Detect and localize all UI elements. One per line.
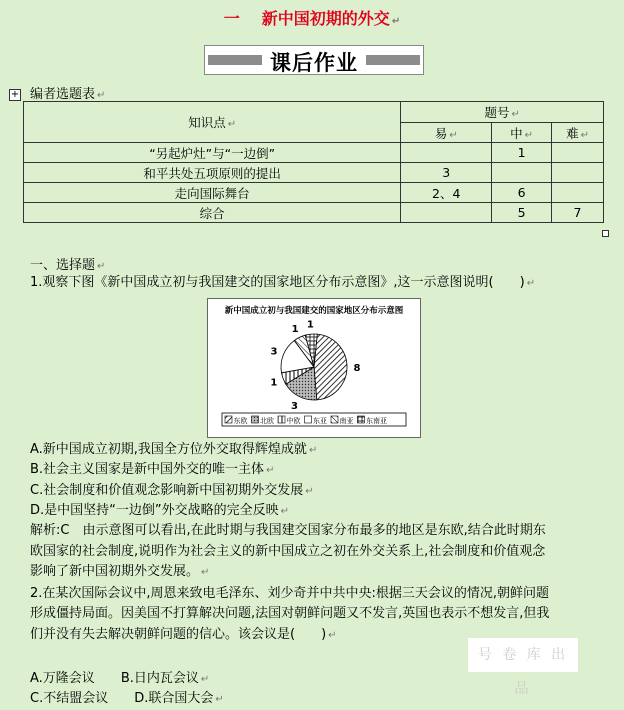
row-medium	[492, 163, 552, 183]
pie-value-label: 8	[353, 362, 361, 374]
table-row	[24, 203, 604, 223]
row-topic: “另起炉灶”与“一边倒”	[24, 143, 401, 163]
legend-label: 中欧	[286, 417, 301, 425]
pie-value-label: 1	[306, 319, 314, 331]
legend-label: 东南亚	[366, 417, 387, 425]
row-topic: 综合	[24, 203, 401, 223]
header-topic: 知识点 ↵	[24, 102, 401, 143]
row-easy: 3	[401, 163, 492, 183]
header-hard: 难 ↵	[552, 123, 604, 143]
watermark-stamp: 号 卷 库 出 品	[468, 638, 578, 672]
q2-option-c: C.不结盟会议	[30, 691, 109, 706]
page-title: 一 新中国初期的外交 ↵	[223, 9, 401, 28]
table-row	[24, 163, 604, 183]
q2-options-row1: A.万隆会议 B.日内瓦会议 ↵	[30, 671, 210, 686]
q2-option-a: A.万隆会议	[30, 671, 95, 686]
row-topic: 和平共处五项原则的提出	[24, 163, 401, 183]
legend-label: 东欧	[233, 417, 248, 425]
table-move-handle-icon[interactable]: +	[10, 89, 20, 100]
row-hard	[552, 143, 604, 163]
row-medium: 1	[492, 143, 552, 163]
q2-option-b: B.日内瓦会议	[120, 671, 199, 686]
row-easy	[401, 143, 492, 163]
pie-group	[270, 320, 360, 412]
lesson-title: 新中国初期的外交	[261, 9, 390, 28]
legend-swatch	[225, 416, 232, 423]
q2-stem-line: 们并没有失去解决朝鲜问题的信心。该会议是( ) ↵	[30, 627, 337, 642]
row-medium: 5	[492, 203, 552, 223]
q2-option-d: D.联合国大会	[134, 691, 214, 706]
legend-swatch	[278, 416, 285, 423]
pie-value-label: 3	[291, 400, 298, 412]
lesson-number: 一	[223, 9, 240, 28]
legend-swatch	[331, 416, 338, 423]
row-hard: 7	[552, 203, 604, 223]
pie-chart	[207, 298, 421, 438]
header-medium: 中 ↵	[492, 123, 552, 143]
row-easy	[401, 203, 492, 223]
banner-text: 课后作业	[270, 51, 358, 75]
row-medium: 6	[492, 183, 552, 203]
table-header-row	[24, 102, 604, 123]
pie-value-label: 1	[291, 323, 299, 335]
q1-option-d: D.是中国坚持“一边倒”外交战略的完全反映 ↵	[30, 503, 290, 518]
banner-right-bar	[366, 55, 420, 65]
table-row	[24, 143, 604, 163]
table-caption: 编者选题表 ↵	[30, 87, 106, 102]
legend-label: 北欧	[260, 417, 274, 425]
q2-options-row2: C.不结盟会议 D.联合国大会 ↵	[30, 691, 224, 706]
table-resize-handle[interactable]	[602, 230, 609, 237]
q1-option-b: B.社会主义国家是新中国外交的唯一主体 ↵	[30, 462, 275, 477]
pie-value-label: 1	[270, 377, 278, 389]
q1-stem: 1.观察下图《新中国成立初与我国建交的国家地区分布示意图》,这一示意图说明( ) ↵	[30, 275, 536, 290]
pie-chart-svg	[208, 299, 420, 437]
legend-swatch	[252, 416, 259, 423]
q1-analysis-line: 解析:C 由示意图可以看出,在此时期与我国建交国家分布最多的地区是东欧,结合此时期东	[30, 523, 546, 538]
q1-option-a: A.新中国成立初期,我国全方位外交取得辉煌成就 ↵	[30, 442, 318, 457]
legend-label: 南亚	[339, 417, 354, 425]
q1-analysis-line: 欧国家的社会制度,说明作为社会主义的新中国成立之初在外交关系上,社会制度和价值观念	[30, 544, 546, 559]
header-easy: 易 ↵	[401, 123, 492, 143]
section-heading: 一、选择题 ↵	[30, 258, 106, 273]
homework-banner	[204, 45, 424, 75]
legend-swatch	[305, 416, 312, 423]
legend-swatch	[358, 416, 365, 423]
chart-title: 新中国成立初与我国建交的国家地区分布示意图	[224, 306, 404, 316]
topic-selection-table	[23, 101, 604, 223]
q1-analysis-line: 影响了新中国初期外交发展。 ↵	[30, 564, 210, 579]
chart-legend	[222, 413, 406, 426]
header-group: 题号 ↵	[401, 102, 604, 123]
pie-slice-0	[314, 334, 347, 400]
q2-stem-line: 2.在某次国际会议中,周恩来致电毛泽东、刘少奇并中共中央:根据三天会议的情况,朝鲜问题	[30, 586, 550, 601]
row-easy: 2、4	[401, 183, 492, 203]
row-hard	[552, 183, 604, 203]
q1-option-c: C.社会制度和价值观念影响新中国初期外交发展 ↵	[30, 483, 314, 498]
row-hard	[552, 163, 604, 183]
q2-stem-line: 形成僵持局面。因美国不打算解决问题,法国对朝鲜问题又不发言,英国也表示不想发言,但我	[30, 606, 550, 621]
row-topic: 走向国际舞台	[24, 183, 401, 203]
pie-value-label: 3	[270, 346, 278, 358]
table-row	[24, 183, 604, 203]
legend-label: 东亚	[313, 417, 327, 425]
